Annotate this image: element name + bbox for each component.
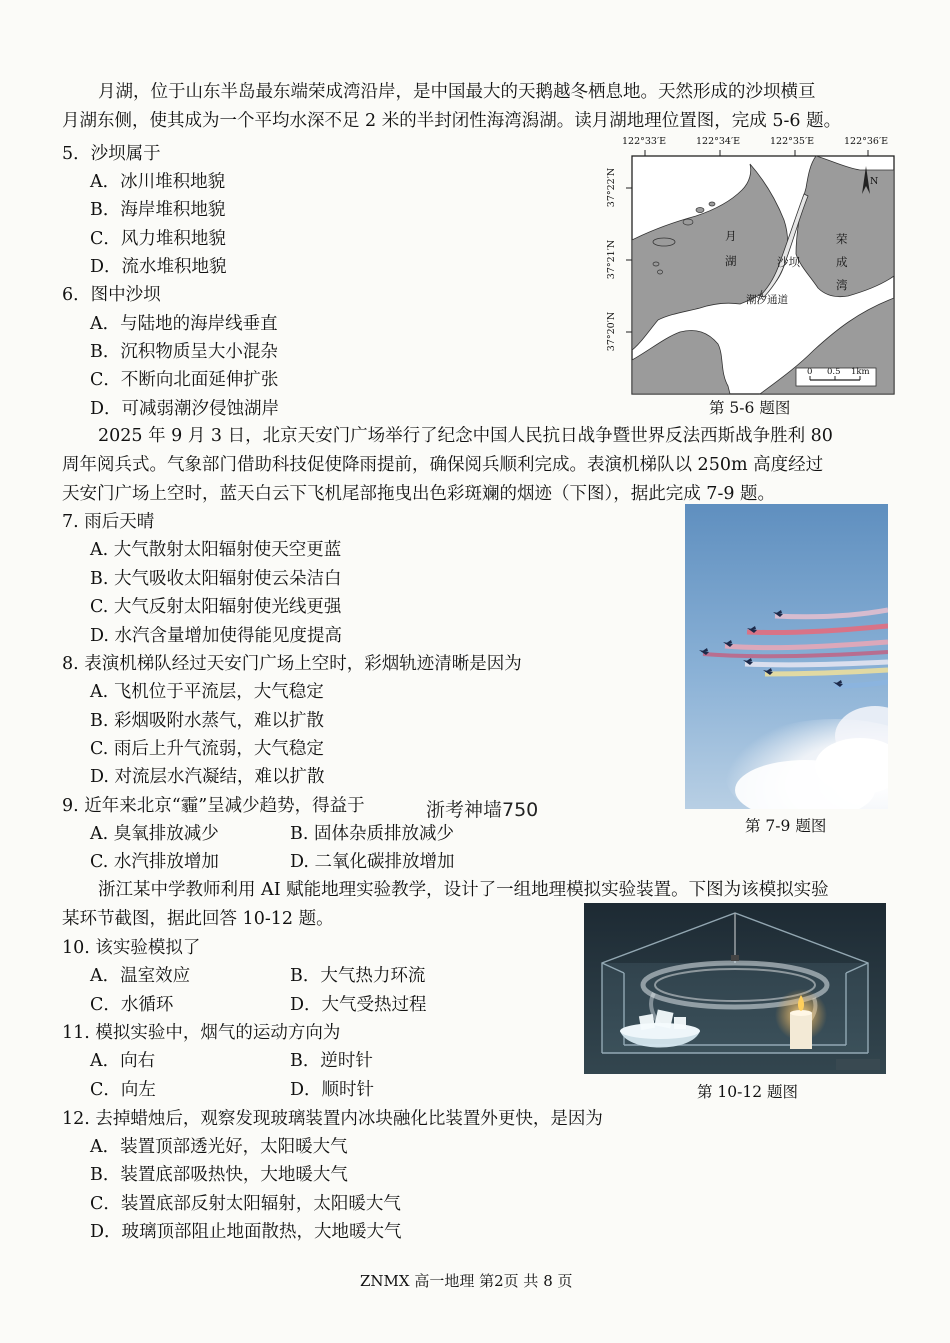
question-5-stem: 5．沙坝属于 (62, 144, 161, 164)
question-5-option-d[interactable]: D．流水堆积地貌 (90, 257, 227, 277)
question-10-option-a[interactable]: A．温室效应 (90, 966, 191, 986)
experiment-photo (584, 903, 886, 1074)
moon-lake-map-svg (600, 136, 900, 398)
question-9-option-d[interactable]: D. 二氧化碳排放增加 (290, 852, 455, 872)
question-6-option-a[interactable]: A．与陆地的海岸线垂直 (90, 314, 278, 334)
question-7-option-d[interactable]: D. 水汽含量增加使得能见度提高 (90, 626, 343, 646)
map-bay-label: 湾 (836, 278, 848, 292)
question-11-option-c[interactable]: C．向左 (90, 1080, 156, 1100)
question-6-option-b[interactable]: B．沉积物质呈大小混杂 (90, 342, 278, 362)
question-10-option-d[interactable]: D．大气受热过程 (290, 995, 427, 1015)
airshow-photo-svg (685, 504, 888, 809)
intro-line: 2025 年 9 月 3 日，北京天安门广场举行了纪念中国人民抗日战争暨世界反法西斯战争胜利 80 (98, 426, 833, 446)
map-latitude-label: 37°22′N (606, 167, 618, 208)
map-north-label: N (870, 176, 879, 187)
question-8-stem: 8. 表演机梯队经过天安门广场上空时，彩烟轨迹清晰是因为 (62, 654, 522, 674)
question-8-option-a[interactable]: A. 飞机位于平流层，大气稳定 (90, 682, 324, 702)
question-10-stem: 10. 该实验模拟了 (62, 938, 201, 958)
question-12-stem: 12. 去掉蜡烛后，观察发现玻璃装置内冰块融化比装置外更快，是因为 (62, 1109, 603, 1129)
question-9-option-c[interactable]: C. 水汽排放增加 (90, 852, 219, 872)
question-8-option-b[interactable]: B. 彩烟吸附水蒸气，难以扩散 (90, 711, 324, 731)
question-7-option-c[interactable]: C. 大气反射太阳辐射使光线更强 (90, 597, 342, 617)
watermark-text: 浙考神墙750 (426, 799, 539, 821)
map-scale-label: 1km (851, 367, 870, 377)
question-11-option-a[interactable]: A．向右 (90, 1051, 156, 1071)
intro-line: 月湖，位于山东半岛最东端荣成湾沿岸，是中国最大的天鹅越冬栖息地。天然形成的沙坝横亘 (98, 82, 816, 102)
question-10-option-c[interactable]: C．水循环 (90, 995, 174, 1015)
question-6-option-c[interactable]: C．不断向北面延伸扩张 (90, 370, 279, 390)
map-latitude-label: 37°21′N (606, 239, 618, 280)
question-8-option-c[interactable]: C. 雨后上升气流弱，大气稳定 (90, 739, 324, 759)
experiment-photo-svg (584, 903, 886, 1074)
intro-parade (62, 422, 890, 509)
question-9-option-a[interactable]: A. 臭氧排放减少 (90, 824, 219, 844)
question-10-option-b[interactable]: B．大气热力环流 (290, 966, 426, 986)
map-scale-label: 0 (807, 367, 813, 377)
map-longitude-label: 122°33′E (622, 136, 667, 147)
map-caption: 第 5-6 题图 (709, 399, 791, 417)
map-longitude-label: 122°36′E (844, 136, 889, 147)
question-6-stem: 6．图中沙坝 (62, 285, 161, 305)
intro-line: 某环节截图，据此回答 10-12 题。 (62, 909, 334, 929)
airshow-photo (685, 504, 888, 809)
map-channel-label: 潮汐通道 (746, 294, 788, 306)
map-lake-label: 月 (725, 229, 737, 243)
question-11-option-d[interactable]: D．顺时针 (290, 1080, 375, 1100)
page-footer: ZNMX 高一地理 第2页 共 8 页 (360, 1272, 573, 1290)
question-5-option-b[interactable]: B．海岸堆积地貌 (90, 200, 226, 220)
map-lake-label: 湖 (725, 254, 737, 268)
map-scale-label: 0.5 (827, 367, 841, 377)
map-bay-label: 荣 (836, 232, 848, 246)
question-5-option-a[interactable]: A．冰川堆积地貌 (90, 172, 226, 192)
experiment-caption: 第 10-12 题图 (697, 1083, 799, 1101)
map-bay-label: 成 (836, 255, 848, 269)
question-12-option-a[interactable]: A．装置顶部透光好，太阳暖大气 (90, 1137, 348, 1157)
intro-line: 浙江某中学教师利用 AI 赋能地理实验教学，设计了一组地理模拟实验装置。下图为该模拟实验 (98, 880, 829, 900)
question-7-stem: 7. 雨后天晴 (62, 512, 155, 532)
moon-lake-map (600, 136, 900, 398)
question-11-option-b[interactable]: B．逆时针 (290, 1051, 373, 1071)
intro-line: 天安门广场上空时，蓝天白云下飞机尾部拖曳出色彩斑斓的烟迹（下图），据此完成 7-9 题。 (62, 484, 776, 504)
map-sandbar-label: 沙坝 (777, 255, 800, 269)
question-9-option-b[interactable]: B. 固体杂质排放减少 (290, 824, 454, 844)
intro-line: 月湖东侧，使其成为一个平均水深不足 2 米的半封闭性海湾潟湖。读月湖地理位置图，完成 5-6 题。 (62, 111, 842, 131)
question-8-option-d[interactable]: D. 对流层水汽凝结，难以扩散 (90, 767, 325, 787)
question-11-stem: 11. 模拟实验中，烟气的运动方向为 (62, 1023, 341, 1043)
airshow-caption: 第 7-9 题图 (745, 817, 827, 835)
map-longitude-label: 122°34′E (696, 136, 741, 147)
question-12-option-c[interactable]: C．装置底部反射太阳辐射，太阳暖大气 (90, 1194, 401, 1214)
question-12-option-b[interactable]: B．装置底部吸热快，大地暖大气 (90, 1165, 348, 1185)
intro-moon-lake (62, 78, 890, 136)
question-7-option-a[interactable]: A. 大气散射太阳辐射使天空更蓝 (90, 540, 342, 560)
question-7-option-b[interactable]: B. 大气吸收太阳辐射使云朵洁白 (90, 569, 342, 589)
question-5-option-c[interactable]: C．风力堆积地貌 (90, 229, 226, 249)
map-latitude-label: 37°20′N (606, 311, 618, 352)
question-6-option-d[interactable]: D．可减弱潮汐侵蚀湖岸 (90, 399, 280, 419)
question-9-stem: 9. 近年来北京“霾”呈减少趋势，得益于 (62, 796, 365, 816)
question-12-option-d[interactable]: D．玻璃顶部阻止地面散热，大地暖大气 (90, 1222, 402, 1242)
intro-line: 周年阅兵式。气象部门借助科技促使降雨提前，确保阅兵顺利完成。表演机梯队以 250m 高度经过 (62, 455, 824, 475)
map-longitude-label: 122°35′E (770, 136, 815, 147)
